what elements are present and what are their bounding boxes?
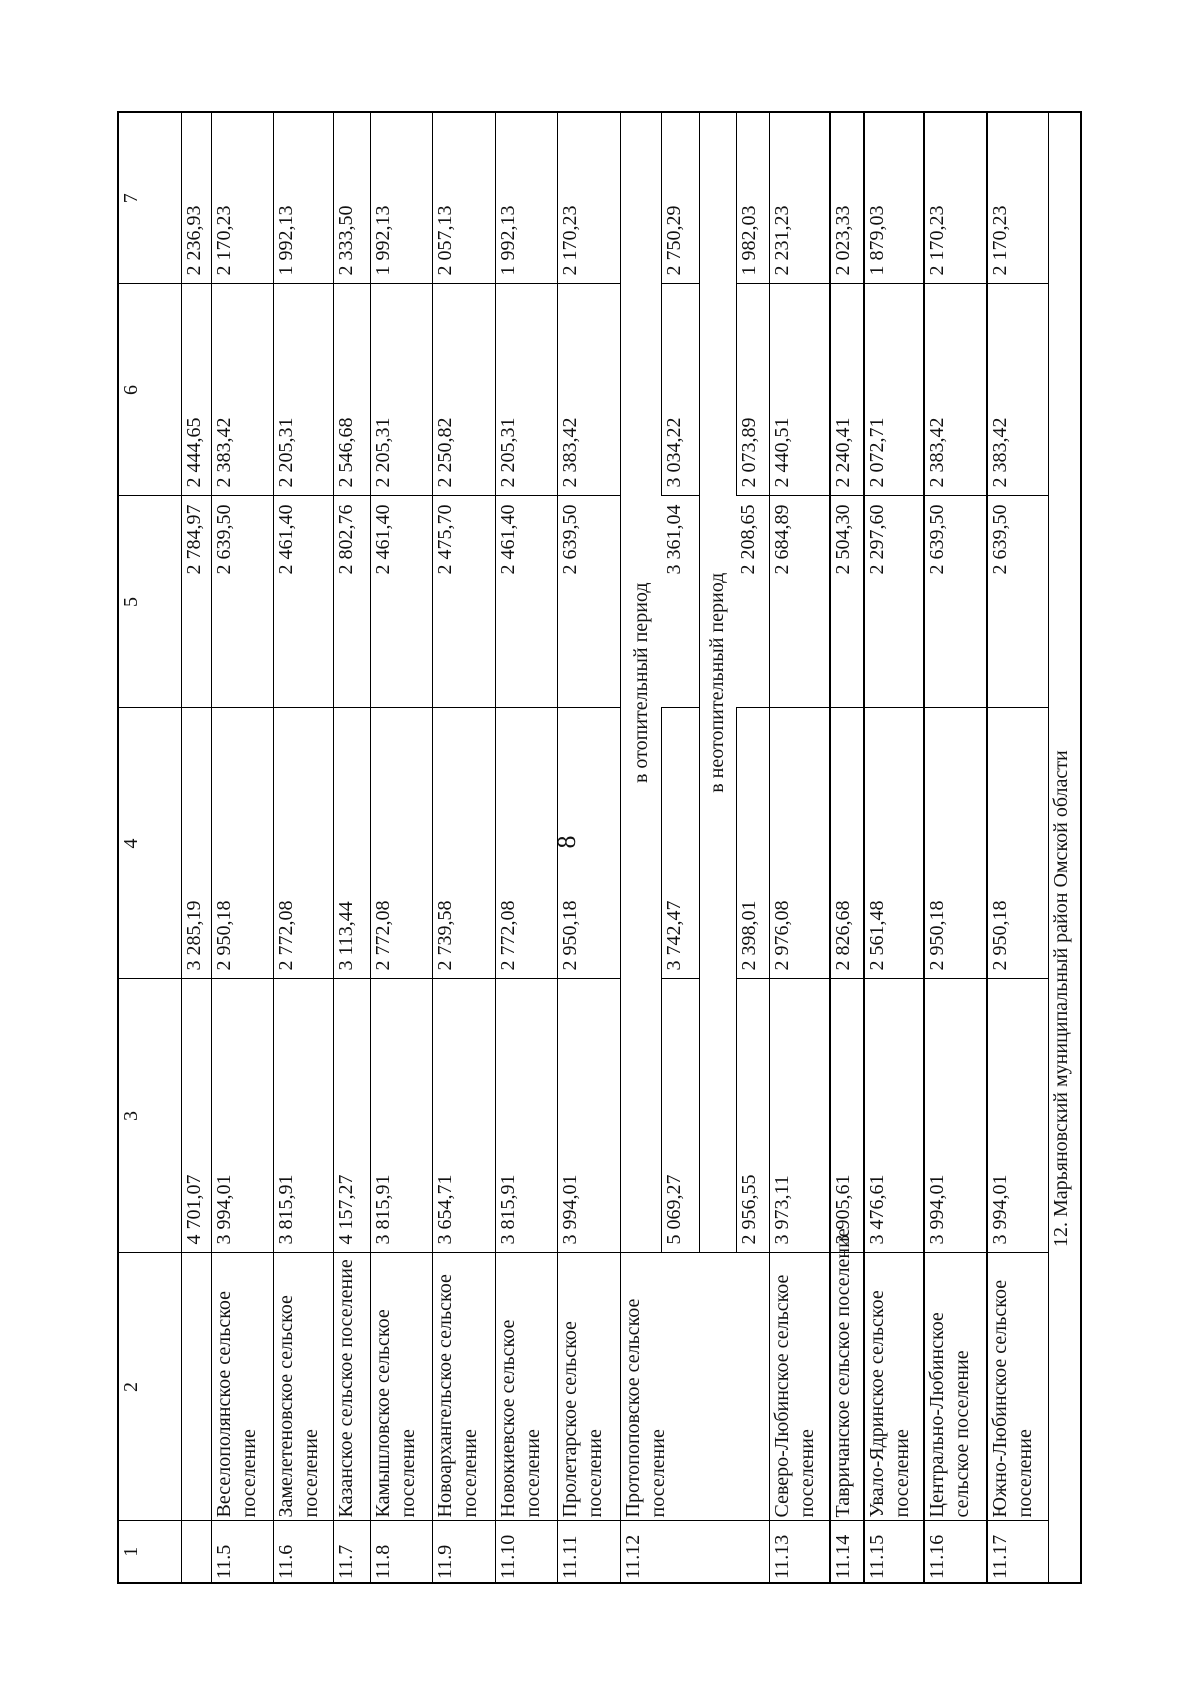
cell-col4: 2 950,18	[924, 708, 986, 979]
row-code: 11.11	[558, 1521, 620, 1583]
cell-col6: 2 444,65	[181, 284, 211, 496]
row-name: Увало-Ядринское сельское поселение	[864, 1253, 924, 1521]
cell-col4: 2 772,08	[371, 708, 432, 979]
cell-col5: 2 297,60	[864, 496, 924, 708]
cell-col7: 2 170,23	[924, 112, 986, 284]
cell-col5: 2 639,50	[924, 496, 986, 708]
cell-col7: 2 333,50	[334, 112, 371, 284]
cell-col3: 3 905,61	[830, 979, 864, 1253]
row-name: Северо-Любинское сельское поселение	[769, 1253, 830, 1521]
cell-col6: 3 034,22	[662, 284, 699, 496]
table-row	[987, 112, 1048, 1583]
page-number: 8	[552, 835, 581, 849]
cell-col6: 2 240,41	[830, 284, 864, 496]
cell-col3: 3 815,91	[496, 979, 558, 1253]
cell-col4: 2 950,18	[987, 708, 1048, 979]
row-name	[181, 1253, 211, 1521]
row-name: Камышловское сельское поселение	[371, 1253, 432, 1521]
cell-col6: 2 073,89	[736, 284, 769, 496]
table-row	[830, 112, 864, 1583]
row-name: Протопоповское сельское поселение	[620, 1253, 769, 1521]
cell-col5: 2 208,65	[736, 496, 769, 708]
cell-col6: 2 205,31	[496, 284, 558, 496]
table-row	[864, 112, 924, 1583]
cell-col4: 2 950,18	[211, 708, 273, 979]
row-code: 11.8	[371, 1521, 432, 1583]
row-code: 11.14	[830, 1521, 864, 1583]
cell-col4: 3 285,19	[181, 708, 211, 979]
cell-col7: 2 750,29	[662, 112, 699, 284]
rotated-tariff-table	[117, 113, 1082, 1584]
table-row	[334, 112, 371, 1583]
cell-col5: 2 784,97	[181, 496, 211, 708]
cell-col5: 2 639,50	[987, 496, 1048, 708]
header-col-6: 6	[118, 284, 181, 496]
row-name: Тавричанское сельское поселение	[830, 1253, 864, 1521]
cell-col4: 2 772,08	[273, 708, 333, 979]
protopopov-heating-label-row	[620, 112, 662, 1583]
row-code	[181, 1521, 211, 1583]
heating-period-label: в отопительный период	[620, 112, 662, 1253]
row-name: Южно-Любинское сельское поселение	[987, 1253, 1048, 1521]
cell-col5: 2 461,40	[371, 496, 432, 708]
cell-col5: 2 802,76	[334, 496, 371, 708]
cell-col5: 2 475,70	[432, 496, 495, 708]
cell-col7: 2 170,23	[558, 112, 620, 284]
header-col-1: 1	[118, 1521, 181, 1583]
table-row	[496, 112, 558, 1583]
row-code: 11.16	[924, 1521, 986, 1583]
section-title: 12. Марьяновский муниципальный район Омской области	[1048, 112, 1081, 1253]
row-name: Веселополянское сельское поселение	[211, 1253, 273, 1521]
cell-col5: 2 504,30	[830, 496, 864, 708]
section-spacer	[1048, 1253, 1081, 1521]
cell-col6: 2 205,31	[371, 284, 432, 496]
row-name: Замелетеновское сельское поселение	[273, 1253, 333, 1521]
row-code: 11.7	[334, 1521, 371, 1583]
cell-col7: 2 057,13	[432, 112, 495, 284]
table-row	[924, 112, 986, 1583]
cell-col5: 3 361,04	[662, 496, 699, 708]
cell-col3: 3 994,01	[924, 979, 986, 1253]
cell-col5: 2 639,50	[558, 496, 620, 708]
cell-col4: 2 826,68	[830, 708, 864, 979]
cell-col5: 2 461,40	[273, 496, 333, 708]
table-row	[181, 112, 211, 1583]
row-name: Новокиевское сельское поселение	[496, 1253, 558, 1521]
row-code: 11.6	[273, 1521, 333, 1583]
cell-col3: 4 701,07	[181, 979, 211, 1253]
cell-col6: 2 383,42	[924, 284, 986, 496]
cell-col7: 1 879,03	[864, 112, 924, 284]
cell-col7: 2 170,23	[211, 112, 273, 284]
table-row	[211, 112, 273, 1583]
section-row	[1048, 112, 1081, 1583]
header-col-3: 3	[118, 979, 181, 1253]
row-name: Пролетарское сельское поселение	[558, 1253, 620, 1521]
row-name: Центрально-Любинское сельское поселение	[924, 1253, 986, 1521]
tariff-table	[117, 111, 1082, 1584]
cell-col7: 2 023,33	[830, 112, 864, 284]
row-code: 11.13	[769, 1521, 830, 1583]
row-code: 11.17	[987, 1521, 1048, 1583]
cell-col4: 3 113,44	[334, 708, 371, 979]
cell-col3: 5 069,27	[662, 979, 699, 1253]
header-col-2: 2	[118, 1253, 181, 1521]
cell-col7: 1 992,13	[371, 112, 432, 284]
cell-col7: 1 992,13	[496, 112, 558, 284]
row-code: 11.15	[864, 1521, 924, 1583]
cell-col3: 3 994,01	[558, 979, 620, 1253]
cell-col4: 2 739,58	[432, 708, 495, 979]
cell-col4: 2 398,01	[736, 708, 769, 979]
row-code: 11.12	[620, 1521, 769, 1583]
cell-col4: 2 976,08	[769, 708, 830, 979]
cell-col6: 2 546,68	[334, 284, 371, 496]
table-row	[432, 112, 495, 1583]
cell-col6: 2 072,71	[864, 284, 924, 496]
row-code: 11.10	[496, 1521, 558, 1583]
table-row	[769, 112, 830, 1583]
table-row	[558, 112, 620, 1583]
cell-col5: 2 684,89	[769, 496, 830, 708]
cell-col7: 1 992,13	[273, 112, 333, 284]
cell-col6: 2 383,42	[558, 284, 620, 496]
cell-col7: 2 170,23	[987, 112, 1048, 284]
cell-col3: 2 956,55	[736, 979, 769, 1253]
nonheating-period-label: в неотопительный период	[699, 112, 736, 1253]
cell-col4: 2 772,08	[496, 708, 558, 979]
cell-col3: 3 654,71	[432, 979, 495, 1253]
row-name: Казанское сельское поселение	[334, 1253, 371, 1521]
row-name: Новоархангельское сельское поселение	[432, 1253, 495, 1521]
cell-col5: 2 461,40	[496, 496, 558, 708]
row-code: 11.5	[211, 1521, 273, 1583]
header-col-5: 5	[118, 496, 181, 708]
cell-col7: 2 236,93	[181, 112, 211, 284]
cell-col6: 2 440,51	[769, 284, 830, 496]
cell-col4: 2 561,48	[864, 708, 924, 979]
cell-col6: 2 205,31	[273, 284, 333, 496]
cell-col3: 3 973,11	[769, 979, 830, 1253]
cell-col4: 3 742,47	[662, 708, 699, 979]
cell-col4: 2 950,18	[558, 708, 620, 979]
header-row	[118, 112, 181, 1583]
cell-col7: 1 982,03	[736, 112, 769, 284]
cell-col3: 4 157,27	[334, 979, 371, 1253]
cell-col5: 2 639,50	[211, 496, 273, 708]
cell-col6: 2 383,42	[211, 284, 273, 496]
cell-col6: 2 383,42	[987, 284, 1048, 496]
section-spacer	[1048, 1521, 1081, 1583]
cell-col3: 3 476,61	[864, 979, 924, 1253]
header-col-7: 7	[118, 112, 181, 284]
cell-col6: 2 250,82	[432, 284, 495, 496]
table-row	[371, 112, 432, 1583]
table-row	[273, 112, 333, 1583]
row-code: 11.9	[432, 1521, 495, 1583]
cell-col3: 3 994,01	[211, 979, 273, 1253]
cell-col3: 3 994,01	[987, 979, 1048, 1253]
cell-col3: 3 815,91	[371, 979, 432, 1253]
cell-col3: 3 815,91	[273, 979, 333, 1253]
cell-col7: 2 231,23	[769, 112, 830, 284]
header-col-4: 4	[118, 708, 181, 979]
